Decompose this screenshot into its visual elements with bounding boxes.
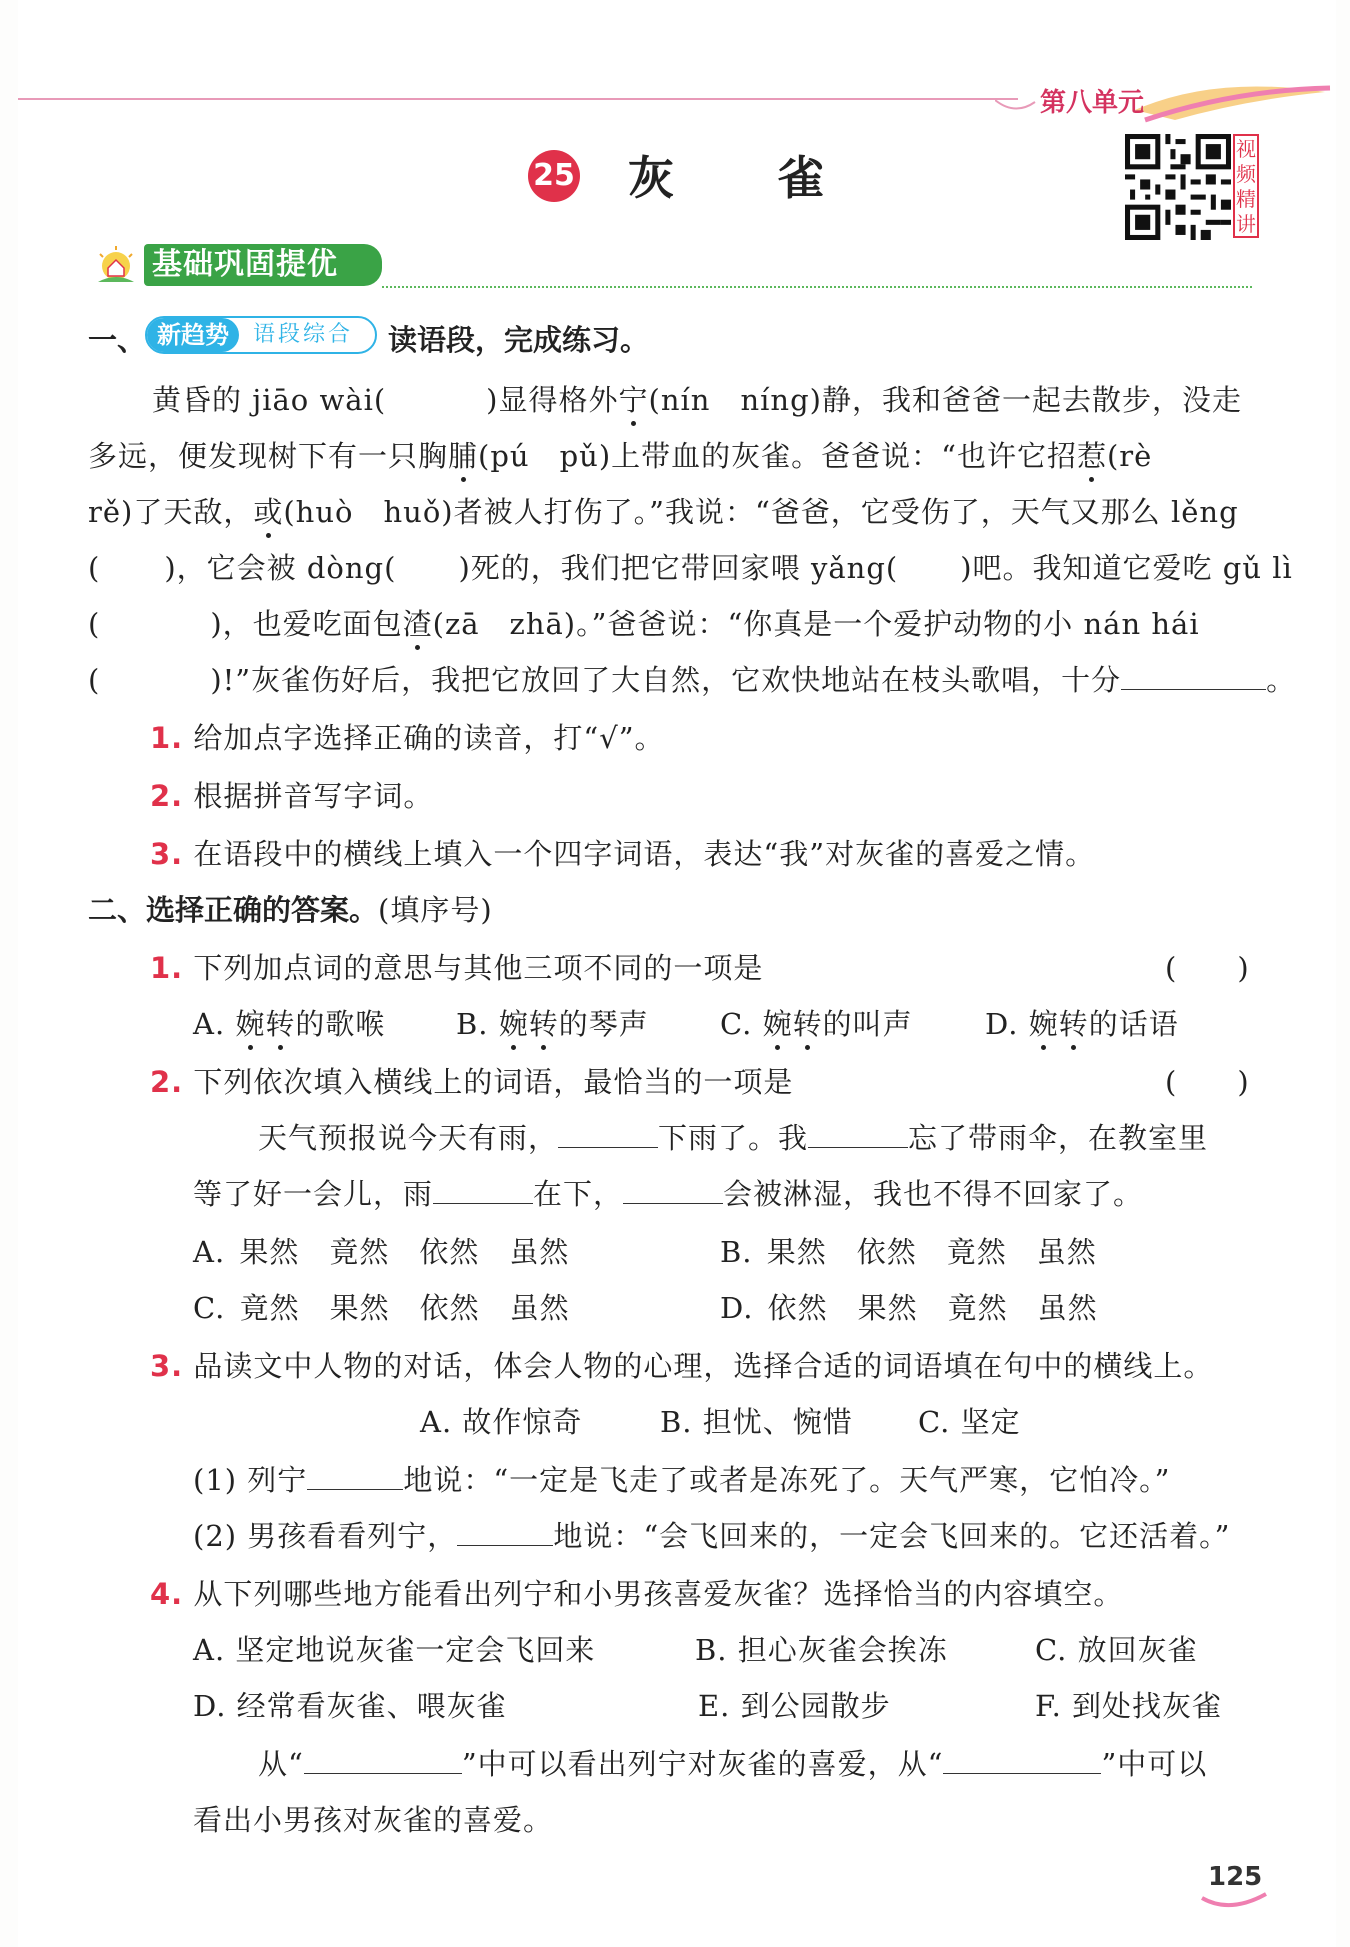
- q4-option-a[interactable]: A. 坚定地说灰雀一定会飞回来: [193, 1633, 596, 1667]
- sentence-text: (1) 列宁: [193, 1463, 308, 1497]
- q4-option-f[interactable]: F. 到处找灰雀: [1035, 1689, 1223, 1723]
- question-text: 在语段中的横线上填入一个四字词语，表达“我”对灰雀的喜爱之情。: [193, 837, 1096, 871]
- passage-text: 多远，便发现树下有一只胸: [88, 439, 449, 473]
- dotted-word-first: 婉: [762, 1007, 793, 1041]
- q4-option-b[interactable]: B. 担心灰雀会挨冻: [695, 1633, 948, 1667]
- part1-question-1: [150, 716, 665, 757]
- dotted-char: 宁: [618, 383, 649, 417]
- sentence-text: ”中可以看出列宁对灰雀的喜爱，从“: [461, 1747, 944, 1781]
- answer-blank[interactable]: [808, 1121, 908, 1148]
- option-letter: D.: [985, 1007, 1019, 1041]
- answer-blank[interactable]: [558, 1121, 658, 1148]
- answer-blank[interactable]: [307, 1463, 403, 1490]
- part1-heading: 读语段，完成练习。: [388, 323, 650, 357]
- sentence-text: 忘了带雨伞，在教室里: [908, 1121, 1209, 1155]
- dotted-word-first: 婉: [235, 1007, 266, 1041]
- sentence-text: (2) 男孩看看列宁，: [193, 1519, 458, 1553]
- q2-option-d[interactable]: D. 依然 果然 竟然 虽然: [720, 1291, 1098, 1325]
- q3-sentence-1: [193, 1458, 1170, 1499]
- dotted-word-first: 婉: [498, 1007, 529, 1041]
- passage-text: )显得格外: [486, 383, 619, 417]
- dotted-char: 或: [253, 495, 284, 529]
- question-text: 根据拼音写字词。: [193, 779, 434, 813]
- passage-text: (zā zhā)。”爸爸说：“你真是一个爱护动物的小 nán hái: [432, 607, 1200, 641]
- option-text: 的叫声: [822, 1007, 913, 1041]
- part1-question-2: [150, 774, 433, 815]
- answer-blank[interactable]: [623, 1177, 723, 1204]
- passage-text: (huò huǒ)者被人打伤了。”我说：“爸爸，它受伤了，天气又那么 lěng: [283, 495, 1239, 529]
- part1-question-3: [150, 832, 1095, 873]
- dotted-char: 脯: [448, 439, 479, 473]
- dotted-word-second: 转: [792, 1007, 823, 1041]
- question-text: 下列加点词的意思与其他三项不同的一项是: [193, 951, 764, 985]
- q2-option-a[interactable]: A. 果然 竟然 依然 虽然: [193, 1235, 570, 1269]
- passage-text: )，它会被 dòng(: [164, 551, 397, 585]
- passage-text: )!”灰雀伤好后，我把它放回了大自然，它欢快地站在枝头歌唱，十分: [210, 663, 1122, 697]
- option-letter: A.: [193, 1007, 226, 1041]
- passage-line-3: [88, 490, 1239, 531]
- q2-sentence-line-1: [258, 1116, 1208, 1157]
- option-d[interactable]: [985, 1002, 1179, 1043]
- section-banner: [92, 244, 380, 286]
- question-number: 1.: [150, 721, 184, 755]
- part2-heading-note: (填序号): [378, 893, 493, 927]
- passage-line-5: [88, 602, 1200, 643]
- dotted-word-second: 转: [265, 1007, 296, 1041]
- question-text: 下列依次填入横线上的词语，最恰当的一项是: [193, 1065, 794, 1099]
- lesson-number-badge: 25: [528, 150, 580, 202]
- sentence-text: 会被淋湿，我也不得不回家了。: [723, 1177, 1144, 1211]
- dotted-char: 渣: [402, 607, 433, 641]
- option-text: 的琴声: [558, 1007, 649, 1041]
- passage-text: (: [88, 607, 101, 641]
- part2-heading: 二、选择正确的答案。: [88, 893, 379, 927]
- question-text: 给加点字选择正确的读音，打“√”。: [193, 721, 665, 755]
- passage-text: (rè: [1106, 439, 1153, 473]
- question-number: 4.: [150, 1577, 184, 1611]
- part2-heading-row: [88, 888, 493, 929]
- dotted-word-first: 婉: [1028, 1007, 1059, 1041]
- passage-text: )吧。我知道它爱吃 gǔ lì: [960, 551, 1293, 585]
- q4-option-d[interactable]: D. 经常看灰雀、喂灰雀: [193, 1689, 507, 1723]
- q4-option-e[interactable]: E. 到公园散步: [698, 1689, 891, 1723]
- part2-question-1: [150, 946, 763, 987]
- q4-fill-line-1: [258, 1742, 1207, 1783]
- option-a[interactable]: [193, 1002, 385, 1043]
- page-number-swoosh: [1200, 1890, 1270, 1912]
- sentence-text: 地说：“一定是飞走了或者是冻死了。天气严寒，它怕冷。”: [403, 1463, 1171, 1497]
- trend-tag-sub: 语段综合: [253, 322, 354, 347]
- passage-text: )，也爱吃面包: [210, 607, 403, 641]
- passage-line-6: [88, 658, 1296, 699]
- sentence-text: 等了好一会儿，雨: [193, 1177, 434, 1211]
- passage-line-2: [88, 434, 1152, 475]
- question-number: 3.: [150, 1349, 184, 1383]
- option-c[interactable]: [720, 1002, 913, 1043]
- question-text: 从下列哪些地方能看出列宁和小男孩喜爱灰雀？选择恰当的内容填空。: [193, 1577, 1124, 1611]
- q2-option-b[interactable]: B. 果然 依然 竟然 虽然: [720, 1235, 1097, 1269]
- option-letter: B.: [456, 1007, 489, 1041]
- question-number: 3.: [150, 837, 184, 871]
- passage-text: rě)了天敌，: [88, 495, 254, 529]
- trend-tag: [145, 316, 377, 354]
- sun-house-icon: [92, 244, 140, 290]
- option-letter: C.: [720, 1007, 753, 1041]
- part2-question-4: [150, 1572, 1123, 1613]
- option-b[interactable]: [456, 1002, 649, 1043]
- dotted-char: 惹: [1076, 439, 1107, 473]
- unit-label: 第八单元: [1040, 88, 1145, 118]
- part1-heading-number: 一、: [88, 323, 147, 357]
- sentence-text: 天气预报说今天有雨，: [258, 1121, 559, 1155]
- part2-question-2: [150, 1060, 793, 1101]
- sentence-text: 地说：“会飞回来的，一定会飞回来的。它还活着。”: [553, 1519, 1231, 1553]
- q4-option-c[interactable]: C. 放回灰雀: [1035, 1633, 1198, 1667]
- sentence-text: 从“: [258, 1747, 304, 1781]
- passage-text: 。: [1266, 663, 1297, 697]
- question-text: 品读文中人物的对话，体会人物的心理，选择合适的词语填在句中的横线上。: [193, 1349, 1214, 1383]
- dotted-word-second: 转: [1058, 1007, 1089, 1041]
- answer-paren[interactable]: ( ): [1165, 1065, 1250, 1099]
- qr-video-label: 视频精讲: [1233, 134, 1259, 238]
- q3-sentence-2: [193, 1514, 1230, 1555]
- question-number: 2.: [150, 779, 184, 813]
- part2-question-3: [150, 1344, 1213, 1385]
- q3-option-b[interactable]: B. 担忧、惋惜: [660, 1405, 853, 1439]
- sentence-text: 下雨了。我: [658, 1121, 809, 1155]
- answer-blank[interactable]: [304, 1747, 462, 1774]
- option-text: 的歌喉: [295, 1007, 386, 1041]
- question-number: 1.: [150, 951, 184, 985]
- section-dotted-rule: [382, 286, 1252, 288]
- passage-text: (: [88, 663, 101, 697]
- passage-text: 黄昏的 jiāo wài(: [152, 383, 387, 417]
- section-banner-label: 基础巩固提优: [144, 244, 382, 286]
- sentence-text: 在下，: [533, 1177, 624, 1211]
- answer-blank[interactable]: [457, 1519, 553, 1546]
- passage-text: (: [88, 551, 101, 585]
- q2-option-c[interactable]: C. 竟然 果然 依然 虽然: [193, 1291, 570, 1325]
- q2-sentence-line-2: [193, 1172, 1143, 1213]
- page-number: 125: [1208, 1862, 1263, 1892]
- lesson-title: 灰 雀: [628, 151, 828, 205]
- answer-blank[interactable]: [943, 1747, 1101, 1774]
- passage-line-4: [88, 546, 1293, 587]
- dotted-word-second: 转: [528, 1007, 559, 1041]
- sentence-text: ”中可以: [1101, 1747, 1208, 1781]
- qr-code-icon[interactable]: [1125, 134, 1231, 240]
- passage-text: )死的，我们把它带回家喂 yǎng(: [458, 551, 899, 585]
- header-rule: [18, 98, 1018, 100]
- passage-text: (pú pǔ)上带血的灰雀。爸爸说：“也许它招: [478, 439, 1077, 473]
- trend-tag-main: 新趋势: [147, 318, 239, 352]
- q3-option-a[interactable]: A. 故作惊奇: [420, 1405, 583, 1439]
- q4-fill-line-2: 看出小男孩对灰雀的喜爱。: [193, 1803, 554, 1837]
- answer-paren[interactable]: ( ): [1165, 951, 1250, 985]
- passage-text: (nín níng)静，我和爸爸一起去散步，没走: [648, 383, 1242, 417]
- answer-blank[interactable]: [433, 1177, 533, 1204]
- q3-option-c[interactable]: C. 坚定: [918, 1405, 1021, 1439]
- question-number: 2.: [150, 1065, 184, 1099]
- answer-blank[interactable]: [1121, 663, 1266, 690]
- passage-line-1: [152, 378, 1242, 419]
- option-text: 的话语: [1088, 1007, 1179, 1041]
